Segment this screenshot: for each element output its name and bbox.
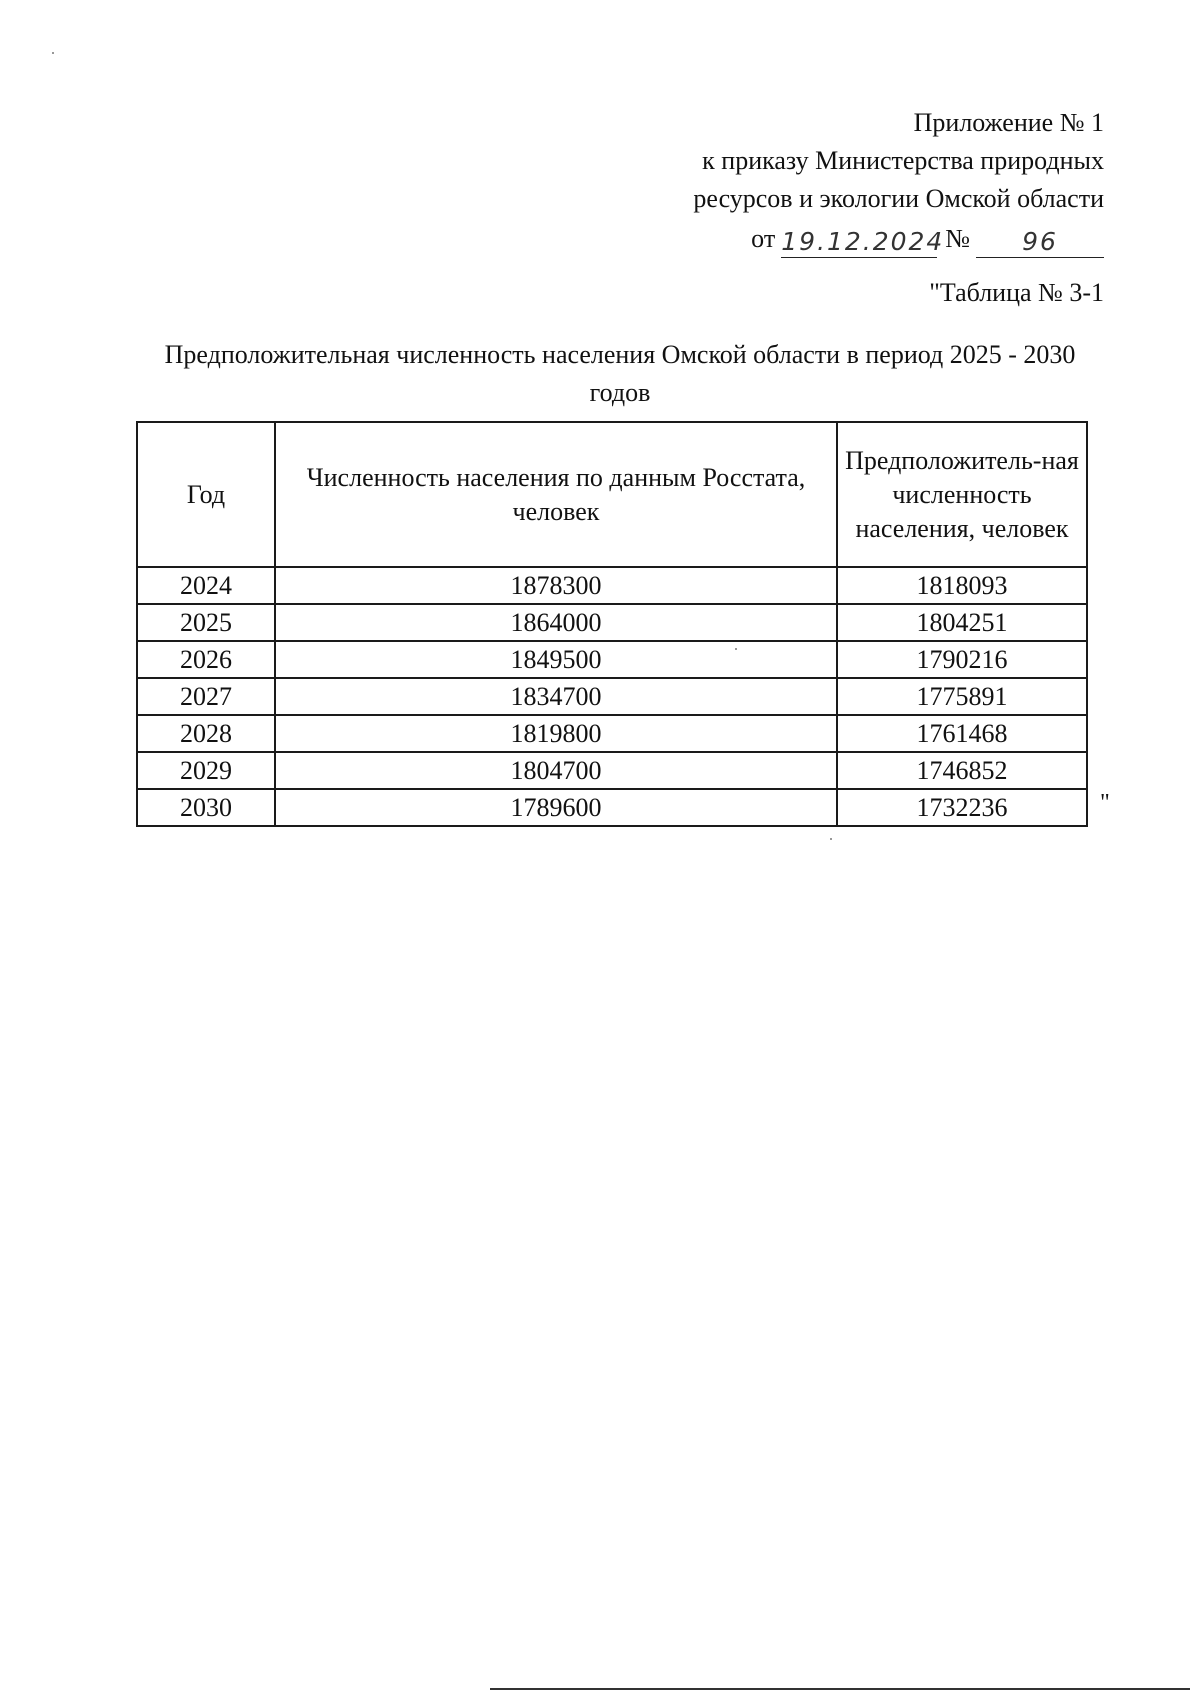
cell-rosstat: 1849500 [275,641,837,678]
scan-speck [735,648,737,650]
cell-projected: 1746852 [837,752,1087,789]
table-label: "Таблица № 3-1 [929,278,1104,307]
cell-rosstat: 1864000 [275,604,837,641]
appendix-number: Приложение № 1 [913,108,1104,137]
cell-rosstat: 1878300 [275,567,837,604]
cell-projected: 1804251 [837,604,1087,641]
scan-bottom-edge-line [490,1688,1190,1690]
table-row [137,678,1087,715]
table-row [137,567,1087,604]
header-year: Год [137,422,275,567]
order-number-handwritten: 96 [976,227,1104,258]
scan-speck [52,52,54,54]
table-header-row [137,422,1087,567]
cell-projected: 1775891 [837,678,1087,715]
cell-year: 2030 [137,789,275,826]
cell-projected: 1818093 [837,567,1087,604]
order-date-number-line [693,218,1104,258]
cell-projected: 1761468 [837,715,1087,752]
population-table [136,421,1088,827]
scan-speck [830,838,832,840]
number-sign: № [945,224,970,253]
table-row [137,641,1087,678]
closing-quote-mark: " [1100,790,1110,816]
table-title: Предположительная численность населения Омской области в период 2025 - 2030 годов [164,340,1076,407]
cell-year: 2025 [137,604,275,641]
date-prefix: от [751,224,776,253]
table-row [137,715,1087,752]
cell-rosstat: 1819800 [275,715,837,752]
cell-year: 2026 [137,641,275,678]
cell-projected: 1790216 [837,641,1087,678]
order-reference-line1: к приказу Министерства природных [702,146,1104,175]
cell-year: 2028 [137,715,275,752]
table-row [137,789,1087,826]
cell-rosstat: 1804700 [275,752,837,789]
order-date-handwritten: 19.12.2024 [781,227,945,256]
appendix-header [693,104,1104,258]
header-projected-population: Предположитель-ная численность населения, человек [837,422,1087,567]
table-row [137,604,1087,641]
cell-year: 2024 [137,567,275,604]
cell-year: 2027 [137,678,275,715]
header-rosstat-population: Численность населения по данным Росстата, человек [275,422,837,567]
order-reference-line2: ресурсов и экологии Омской области [693,184,1104,213]
table-row [137,752,1087,789]
cell-rosstat: 1789600 [275,789,837,826]
cell-rosstat: 1834700 [275,678,837,715]
cell-year: 2029 [137,752,275,789]
cell-projected: 1732236 [837,789,1087,826]
